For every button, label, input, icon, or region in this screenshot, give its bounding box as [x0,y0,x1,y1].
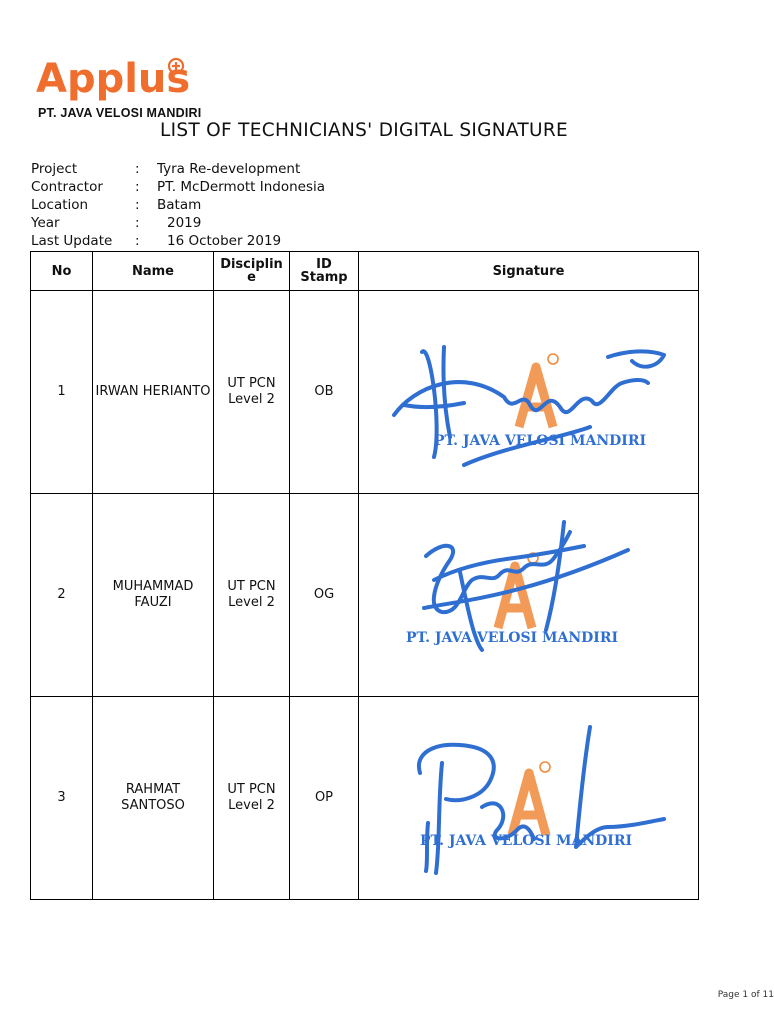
cell-id-stamp: OP [290,697,359,900]
svg-text:Applus: Applus [36,56,191,102]
cell-no: 3 [31,697,93,900]
cell-discipline: UT PCN Level 2 [214,494,290,697]
cell-id-stamp: OG [290,494,359,697]
header-no: No [31,252,93,291]
info-row-contractor: Contractor : PT. McDermott Indonesia [31,179,326,195]
cell-name: MUHAMMAD FAUZI [93,494,214,697]
cell-discipline: UT PCN Level 2 [214,291,290,494]
header-id-stamp: ID Stamp [290,252,359,291]
info-row-year: Year : 2019 [31,215,202,231]
signature-image [364,500,694,690]
table-row [31,494,699,697]
stamp-a-icon [512,762,550,835]
cell-discipline: UT PCN Level 2 [214,697,290,900]
signature-image [364,297,694,487]
technicians-table [30,251,699,900]
project-info [31,160,325,250]
cell-no: 1 [31,291,93,494]
svg-text:PT. JAVA VELOSI MANDIRI: PT. JAVA VELOSI MANDIRI [433,433,646,449]
signature-image [364,703,694,893]
svg-text:PT. JAVA VELOSI MANDIRI: PT. JAVA VELOSI MANDIRI [405,630,618,646]
header-signature: Signature [359,252,699,291]
cell-signature [359,291,699,494]
header-discipline: Disciplin e [214,252,290,291]
cell-signature [359,494,699,697]
table-header-row [31,252,699,291]
page-title: LIST OF TECHNICIANS' DIGITAL SIGNATURE [159,120,569,141]
stamp-a-icon [519,354,558,427]
company-name: PT. JAVA VELOSI MANDIRI [38,106,202,120]
table-row [31,291,699,494]
cell-id-stamp: OB [290,291,359,494]
info-row-project: Project : Tyra Re-development [31,161,301,177]
cell-name: RAHMAT SANTOSO [93,697,214,900]
cell-signature [359,697,699,900]
table-row [31,697,699,900]
info-row-location: Location : Batam [31,197,202,213]
cell-no: 2 [31,494,93,697]
header-name: Name [93,252,214,291]
info-row-last-update: Last Update : 16 October 2019 [31,233,282,249]
cell-name: IRWAN HERIANTO [93,291,214,494]
svg-text:PT. JAVA VELOSI MANDIRI: PT. JAVA VELOSI MANDIRI [419,833,632,849]
page-number: Page 1 of 11 [717,990,774,1000]
